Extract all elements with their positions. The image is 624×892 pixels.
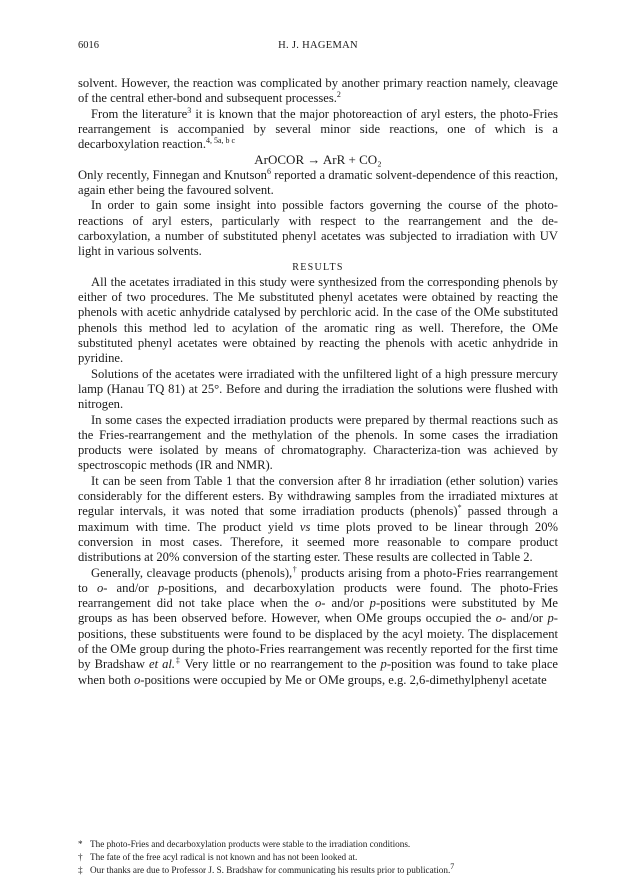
reaction-equation: ArOCOR → ArR + CO₂ bbox=[254, 152, 382, 168]
footnote: † The fate of the free acyl radical is not known and has not been looked at. bbox=[78, 852, 358, 862]
reference-mark: 4, 5a, b c bbox=[205, 136, 236, 145]
footnote-marker: ‡ bbox=[78, 865, 83, 875]
paragraph-continuation: solvent. However, the reaction was complicated by another primary reaction namely, cleavage of the central ether-bond and subsequent processes.$^2$ bbox=[78, 76, 558, 106]
running-head-author: H. J. HAGEMAN bbox=[278, 40, 358, 51]
paragraph-products: In some cases the expected irradiation products were prepared by thermal reactions such as the Fries-rearrangement and the methylation of the phenols. In some cases the irradiation products were isolated by means of chromatography. Characteriza-tion was achieved by spectroscopic methods (IR and NMR). bbox=[78, 412, 558, 473]
running-header bbox=[78, 40, 558, 56]
article-body bbox=[78, 76, 558, 688]
reference-mark: 7 bbox=[450, 861, 455, 871]
reference-mark: 6 bbox=[266, 166, 271, 176]
paragraph-synthesis: All the acetates irradiated in this study were synthesized from the corresponding phenols by either of two procedures. The Me substituted phenyl acetates were obtained by reacting the phenols with acetic anhydride catalysed by perchloric acid. In the case of the OMe substituted phenols this method led to acylation of the aromatic ring as well. Therefore, the OMe substituted phenyl acetates were obtained by reacting the phenols with acetic anhydride in pyridine. bbox=[78, 274, 558, 366]
paragraph-irradiation: Solutions of the acetates were irradiated with the unfiltered light of a high pressure mercury lamp (Hanau TQ 81) at 25°. Before and during the irradiation the solutions were flushed with nitrogen. bbox=[78, 366, 558, 412]
paragraph-conversion: It can be seen from Table 1 that the conversion after 8 hr irradiation (ether solution) varies considerably for the different esters. By withdrawing samples from the irradiated mixtures at regular intervals, it was noted that some irradiation products (phenols)* passed through a maximum with time. The product yield vs time plots proved to be linear through 20% conversion in most cases. Therefore, it seemed more reasonable to compare product distributions at 20% conversion of the starting ester. These results are collected in Table 2. bbox=[78, 473, 558, 565]
reference-mark: 2 bbox=[336, 90, 341, 100]
paragraph-literature: From the literature$^3$ it is known that the major photoreaction of aryl esters, the photo-Fries rearrangement is accompanied by several minor side reactions, one of which is a decarboxylation reaction.$^{4, 5a, b c}$ bbox=[78, 105, 558, 152]
page-number: 6016 bbox=[78, 40, 99, 51]
reference-mark: 3 bbox=[187, 105, 192, 115]
footnote: * The photo-Fries and decarboxylation products were stable to the irradiation conditions. bbox=[78, 839, 411, 849]
footnote-mark: ‡ bbox=[175, 656, 181, 666]
footnote-marker: † bbox=[78, 852, 83, 862]
footnote-mark: † bbox=[292, 564, 298, 574]
paragraph-aims: In order to gain some insight into possible factors governing the course of the photo-reactions of aryl esters, particularly with respect to the rearrangement and the de-carboxylation, a number of substituted phenyl acetates was subjected to irradiation with UV light in various solvents. bbox=[78, 198, 558, 259]
footnote: ‡ Our thanks are due to Professor J. S. Bradshaw for communicating his results prior to publication.$^7$ bbox=[78, 861, 455, 875]
paragraph-general: Generally, cleavage products (phenols),† products arising from a photo-Fries rearrangement to o- and/or p-positions, and decarboxylation products were found. The photo-Fries rearrangement did not take place when the o- and/or p-positions were substituted by Me groups as has been observed before. However, when OMe groups occupied the o- and/or p-positions, these substituents were found to be displaced by the acyl moiety. The displacement of the OMe group during the photo-Fries rearrangement was recently reported for the first time by Bradshaw et al.‡ Very little or no rearrangement to the p-position was found to take place when both o-positions were occupied by Me or OMe groups, e.g. 2,6-dimethylphenyl acetate bbox=[78, 564, 559, 687]
paragraph-finnegan: Only recently, Finnegan and Knutson$^6$ reported a dramatic solvent-dependence of this reaction, again ether being the favoured solvent. bbox=[78, 166, 558, 198]
footnote-mark: * bbox=[457, 503, 462, 513]
footnote-marker: * bbox=[78, 839, 83, 849]
footnotes bbox=[78, 838, 558, 877]
section-heading-results: RESULTS bbox=[292, 261, 344, 273]
